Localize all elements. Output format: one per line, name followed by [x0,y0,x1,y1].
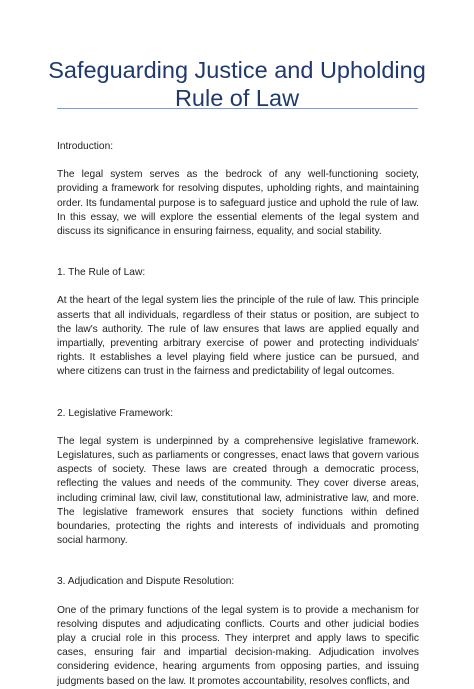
section-heading-adjudication: 3. Adjudication and Dispute Resolution: [57,576,235,588]
section-paragraph-rule-of-law: At the heart of the legal system lies the principle of the rule of law. This principle asserts that all individuals, regardless of their status or position, are subject to the law's authority. The rule of law ensures that laws are applied equally and impartially, preventing arbitrary exercise of power and protecting individuals' rights. It establishes a level playing field where justice can be pursued, and where citizens can trust in the fairness and predictability of legal outcomes. [57,295,419,378]
section-heading-introduction: Introduction: [57,141,114,152]
section-heading-rule-of-law: 1. The Rule of Law: [57,267,146,279]
section-paragraph-adjudication: One of the primary functions of the legal system is to provide a mechanism for resolving disputes and adjudicating conflicts. Courts and other judicial bodies play a crucial role in this process. They interpret and apply laws to specific cases, ensuring fair and impartial decision-making. Adjudication involves considering evidence, hearing arguments from opposing parties, and issuing judgments based on the law. It promotes accountability, resolves conflicts, and [57,604,419,687]
document-body [57,140,419,689]
section-paragraph-introduction: The legal system serves as the bedrock of any well-functioning society, providing a framework for resolving disputes, upholding rights, and maintaining order. Its fundamental purpose is to safeguard justice and uphold the rule of law. In this essay, we will explore the essential elements of the legal system and discuss its significance in ensuring fairness, equality, and social stability. [57,169,419,238]
section-paragraph-legislative-framework: The legal system is underpinned by a comprehensive legislative framework. Legislatures, such as parliaments or congresses, enact laws that govern various aspects of society. These laws are created through a democratic process, reflecting the values and needs of the community. They cover diverse areas, including criminal law, civil law, constitutional law, administrative law, and more. The legislative framework ensures that society functions within defined boundaries, protecting the rights and interests of individuals and promoting social harmony. [57,435,419,547]
section-heading-legislative-framework: 2. Legislative Framework: [57,407,174,419]
document-title: Safeguarding Justice and Upholding Rule of Law [48,57,426,111]
title-divider [57,108,418,109]
